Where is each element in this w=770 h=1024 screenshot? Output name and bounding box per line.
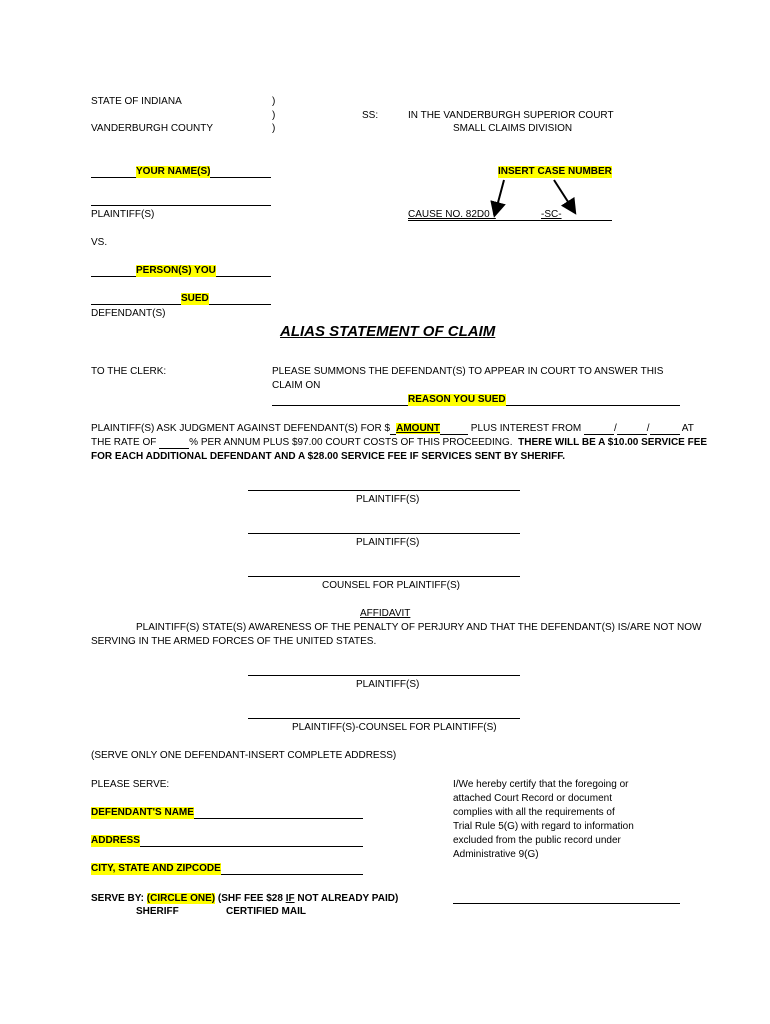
sued-placeholder: SUED	[181, 293, 209, 304]
defendants-label: DEFENDANT(S)	[91, 308, 166, 319]
court-name: IN THE VANDERBURGH SUPERIOR COURT	[408, 110, 614, 121]
persons-you-placeholder: PERSON(S) YOU	[136, 265, 216, 276]
counsel-label: COUNSEL FOR PLAINTIFF(S)	[322, 580, 460, 591]
ss-label: SS:	[362, 110, 379, 121]
serve-by-line: SERVE BY: (CIRCLE ONE) (SHF FEE $28 IF NOT ALREADY PAID)	[91, 893, 399, 904]
address-placeholder: ADDRESS	[91, 835, 140, 846]
serve-instruction: (SERVE ONLY ONE DEFENDANT-INSERT COMPLETE ADDRESS)	[91, 750, 397, 761]
certify-line: excluded from the public record under	[453, 835, 621, 846]
division-name: SMALL CLAIMS DIVISION	[453, 123, 573, 134]
signature-line[interactable]	[248, 490, 520, 491]
cause-number: CAUSE NO. 82D0 -	[408, 209, 496, 220]
signature-line[interactable]	[248, 533, 520, 534]
plaintiff-name-line-2[interactable]	[91, 205, 271, 206]
certify-line: Administrative 9(G)	[453, 849, 539, 860]
arrow-left-icon	[496, 180, 504, 210]
certify-line: attached Court Record or document	[453, 793, 612, 804]
judgment-line-2: THE RATE OF % PER ANNUM PLUS $97.00 COURT COSTS OF THIS PROCEEDING. THERE WILL BE A $10.00 SERVICE FEE	[91, 437, 708, 448]
signature-label: PLAINTIFF(S)	[356, 494, 420, 505]
signature-label: PLAINTIFF(S)	[356, 537, 420, 548]
caption-paren: )	[272, 96, 276, 107]
cause-sc: -SC-	[541, 209, 562, 220]
certify-line: complies with all the requirements of	[453, 807, 615, 818]
vs-label: VS.	[91, 237, 108, 248]
affidavit-line-2: SERVING IN THE ARMED FORCES OF THE UNITED STATES.	[91, 636, 377, 647]
judgment-line-3: FOR EACH ADDITIONAL DEFENDANT AND A $28.00 SERVICE FEE IF SERVICES SENT BY SHERIFF.	[91, 451, 565, 462]
defendant-name-placeholder: DEFENDANT'S NAME	[91, 807, 194, 818]
sheriff-option[interactable]: SHERIFF	[136, 906, 179, 917]
signature-line[interactable]	[248, 576, 520, 577]
state-label: STATE OF INDIANA	[91, 96, 182, 107]
reason-placeholder: REASON YOU SUED	[408, 394, 506, 405]
cause-number-line[interactable]	[408, 220, 612, 221]
plaintiffs-label: PLAINTIFF(S)	[91, 209, 155, 220]
summons-line-2: CLAIM ON	[272, 380, 321, 391]
summons-line-1: PLEASE SUMMONS THE DEFENDANT(S) TO APPEAR IN COURT TO ANSWER THIS	[272, 366, 664, 377]
affidavit-line-1: PLAINTIFF(S) STATE(S) AWARENESS OF THE PENALTY OF PERJURY AND THAT THE DEFENDANT(S) IS/ARE NOT NOW	[136, 622, 702, 633]
judgment-line-1: PLAINTIFF(S) ASK JUDGMENT AGAINST DEFENDANT(S) FOR $ AMOUNT PLUS INTEREST FROM / / AT	[91, 423, 694, 434]
document-title: ALIAS STATEMENT OF CLAIM	[280, 323, 496, 340]
your-name-placeholder: YOUR NAME(S)	[136, 166, 211, 177]
certified-mail-option[interactable]: CERTIFIED MAIL	[226, 906, 306, 917]
certify-line: I/We hereby certify that the foregoing or	[453, 779, 629, 790]
to-clerk-label: TO THE CLERK:	[91, 366, 167, 377]
signature-line[interactable]	[248, 718, 520, 719]
amount-placeholder: AMOUNT	[396, 423, 441, 434]
signature-line[interactable]	[248, 675, 520, 676]
caption-paren: )	[272, 110, 276, 121]
county-label: VANDERBURGH COUNTY	[91, 123, 214, 134]
affidavit-heading: AFFIDAVIT	[360, 608, 411, 619]
signature-label: PLAINTIFF(S)	[356, 679, 420, 690]
circle-one-highlight: (CIRCLE ONE)	[146, 893, 216, 904]
city-placeholder: CITY, STATE AND ZIPCODE	[91, 863, 221, 874]
arrow-right-icon	[554, 180, 572, 208]
caption-paren: )	[272, 123, 276, 134]
insert-case-number: INSERT CASE NUMBER	[498, 166, 612, 177]
plaintiff-counsel-label: PLAINTIFF(S)-COUNSEL FOR PLAINTIFF(S)	[292, 722, 497, 733]
certify-signature-line[interactable]	[453, 903, 680, 904]
certify-line: Trial Rule 5(G) with regard to information	[453, 821, 634, 832]
please-serve-label: PLEASE SERVE:	[91, 779, 170, 790]
